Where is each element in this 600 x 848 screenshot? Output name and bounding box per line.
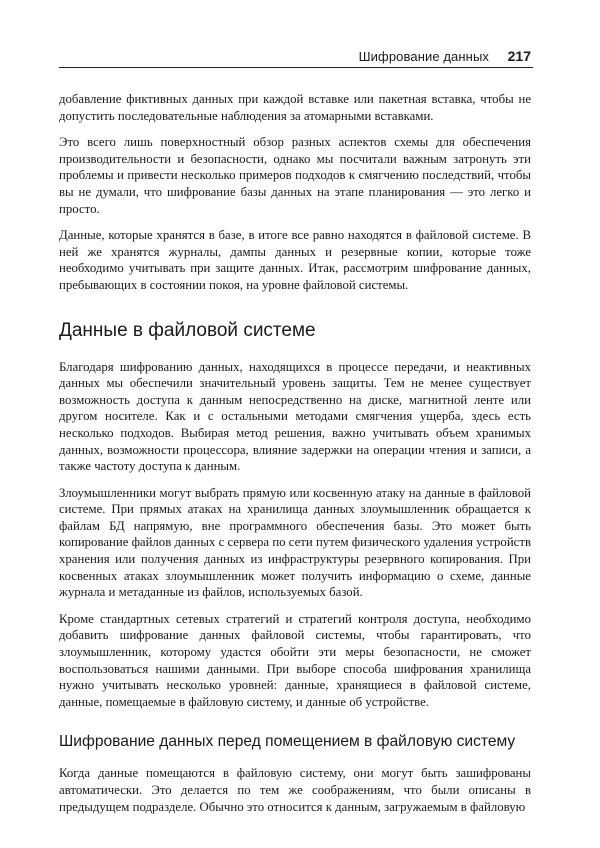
page-number: 217 bbox=[507, 48, 531, 64]
subsection-heading: Шифрование данных перед помещением в файловую систему bbox=[59, 733, 516, 751]
paragraph: Кроме стандартных сетевых стратегий и стратегий контроля доступа, необходимо добавить шифрование данных файловой системы, чтобы гарантировать, что злоумышленник, которому удастся обойти эти меры безопасности, не сможет воспользоваться нашими данными. При выборе способа шифрования хранилища нужно учитывать несколько уровней: данные, хранящиеся в файловой системе, данные, помещаемые в файловую систему, и данные об устройстве. bbox=[59, 611, 531, 709]
page-body bbox=[59, 91, 531, 825]
running-title: Шифрование данных bbox=[358, 49, 489, 64]
paragraph: Благодаря шифрованию данных, находящихся в процессе передачи, и неактивных данных мы обеспечили значительный уровень защиты. Тем не менее существует возможность доступа к данным непосредственно на диске, магнитной ленте или другом носителе. Как и с остальными методами смягчения ущерба, здесь есть несколько подходов. Выбирая метод решения, важно учитывать объем хранимых данных, возможности процессора, влияние задержки на операции чтения и записи, а также частоту доступа к данным. bbox=[59, 359, 531, 474]
paragraph: Когда данные помещаются в файловую систему, они могут быть зашифрованы автоматически. Это делается по тем же соображениям, что были описаны в предыдущем подразделе. Обычно это относится к данным, загружаемым в файловую bbox=[59, 766, 531, 814]
running-header bbox=[59, 49, 533, 68]
section-heading: Данные в файловой системе bbox=[59, 319, 316, 341]
paragraph: Злоумышленники могут выбрать прямую или косвенную атаку на данные в файловой системе. При прямых атаках на хранилища данных злоумышленник обращается к файлам БД напрямую, вне программного обеспечения базы. Это может быть копирование файлов данных с сервера по сети путем физического удаления устройств хранения или получения данных из инфраструктуры резервного копирования. При косвенных атаках злоумышленник может получить информацию о схеме, данные журнала и метаданные из файлов, используемых базой. bbox=[59, 485, 531, 600]
paragraph: Это всего лишь поверхностный обзор разных аспектов схемы для обеспечения производительности и безопасности, однако мы посчитали важным затронуть эти проблемы и привести несколько примеров подходов к смягчению последствий, чтобы вы не думали, что шифрование базы данных на этапе планирования — это легко и просто. bbox=[59, 135, 531, 216]
paragraph: Данные, которые хранятся в базе, в итоге все равно находятся в файловой системе. В ней же хранятся журналы, дампы данных и резервные копии, которые тоже необходимо учитывать при защите данных. Итак, рассмотрим шифрование данных, пребывающих в состоянии покоя, на уровне файловой системы. bbox=[59, 228, 531, 292]
paragraph: добавление фиктивных данных при каждой вставке или пакетная вставка, чтобы не допустить последовательные наблюдения за атомарными вставками. bbox=[59, 92, 531, 123]
